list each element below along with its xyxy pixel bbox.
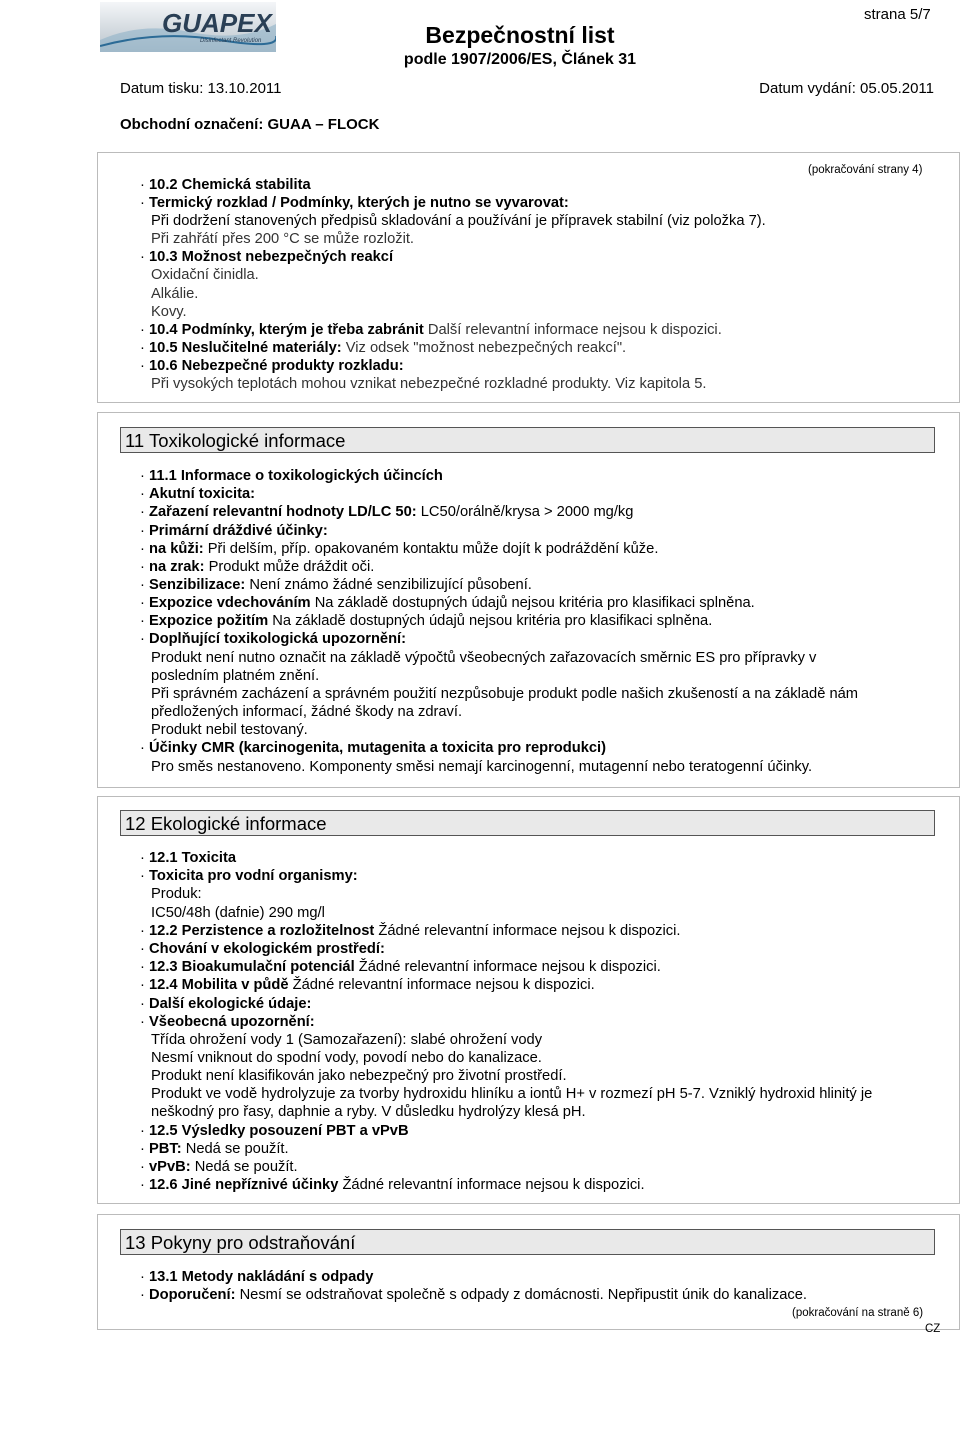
s11-cmr-text: Pro směs nestanoveno. Komponenty směsi nemají karcinogenní, mutagenní nebo teratogenní účinky. [151,759,813,775]
language-code: CZ [925,1323,941,1335]
s12-text5: neškodný pro řasy, daphnie a ryby. V důsledku hydrolýzy klesá pH. [151,1104,586,1120]
s10-3-item1: Oxidační činidla. [151,267,259,283]
s11-sensitization: · Senzibilizace: Není známo žádné senzibilizující působení. [140,577,532,593]
s11-irritant: · Primární dráždivé účinky: [140,523,328,539]
s12-ic50: IC50/48h (dafnie) 290 mg/l [151,905,325,921]
s11-text5: Produkt nebil testovaný. [151,722,308,738]
s11-text3: Při správném zacházení a správném použití nezpůsobuje produkt podle našich zkušeností a na základě nám [151,686,859,702]
s11-acute: · Akutní toxicita: [140,486,256,502]
s11-eyes: · na zrak: Produkt může dráždit oči. [140,559,375,575]
s12-3: · 12.3 Bioakumulační potenciál Žádné relevantní informace nejsou k dispozici. [140,959,661,975]
s10-2: · 10.2 Chemická stabilita [140,177,311,193]
s12-text1: Třída ohrožení vody 1 (Samozařazení): slabé ohrožení vody [151,1032,543,1048]
s12-text4: Produkt ve vodě hydrolyzuje za tvorby hydroxidu hliníku a iontů H+ v rozmezí pH 5-7. Vzniklý hydroxid hlinitý je [151,1086,873,1102]
s12-vpvb: · vPvB: Nedá se použít. [140,1159,298,1175]
s11-text1: Produkt není nutno označit na základě výpočtů všeobecných zařazovacích směrnic ES pro přípravky v [151,650,817,666]
s12-5: · 12.5 Výsledky posouzení PBT a vPvB [140,1123,409,1139]
logo-tagline: Disinfectant Revolution [200,38,262,44]
s11-text4: předložených informací, žádné škody na zdraví. [151,704,463,720]
logo-wordmark: GUAPEX [162,8,272,38]
s11-text2: posledním platném znění. [151,668,320,684]
section-13-heading: 13 Pokyny pro odstraňování [120,1229,935,1255]
document-subtitle: podle 1907/2006/ES, Článek 31 [403,51,637,68]
section-11-heading: 11 Toxikologické informace [120,427,935,453]
s11-ld50: · Zařazení relevantní hodnoty LD/LC 50: LC50/orálně/krysa > 2000 mg/kg [140,504,634,520]
trade-name: Obchodní označení: GUAA – FLOCK [120,116,380,133]
s12-6: · 12.6 Jiné nepříznivé účinky Žádné relevantní informace nejsou k dispozici. [140,1177,645,1193]
s11-skin: · na kůži: Při delším, příp. opakovaném kontaktu může dojít k podráždění kůže. [140,541,659,557]
print-date: Datum tisku: 13.10.2011 [120,80,282,97]
s10-2-text2: Při zahřátí přes 200 °C se může rozložit. [151,231,415,247]
continued-from: (pokračování strany 4) [808,164,923,176]
s12-text2: Nesmí vniknout do spodní vody, povodí nebo do kanalizace. [151,1050,542,1066]
s10-3-item2: Alkálie. [151,286,199,302]
s10-5: · 10.5 Neslučitelné materiály: Viz odsek "možnost nebezpečných reakcí". [140,340,627,356]
s11-inhalation: · Expozice vdechováním Na základě dostupných údajů nejsou kritéria pro klasifikaci splněna. [140,595,755,611]
s12-product: Produk: [151,886,202,902]
s12-aquatic: · Toxicita pro vodní organismy: [140,868,358,884]
s12-2: · 12.2 Perzistence a rozložitelnost Žádné relevantní informace nejsou k dispozici. [140,923,681,939]
s10-3: · 10.3 Možnost nebezpečných reakcí [140,249,394,265]
s11-additional: · Doplňující toxikologická upozornění: [140,631,407,647]
s12-general: · Všeobecná upozornění: [140,1014,315,1030]
issue-date: Datum vydání: 05.05.2011 [759,80,934,97]
s10-6-text: Při vysokých teplotách mohou vznikat nebezpečné rozkladné produkty. Viz kapitola 5. [151,376,707,392]
document-title: Bezpečnostní list [425,22,615,48]
s12-pbt: · PBT: Nedá se použít. [140,1141,289,1157]
s11-1: · 11.1 Informace o toxikologických účincích [140,468,443,484]
section-12-heading: 12 Ekologické informace [120,810,935,836]
page-number: strana 5/7 [864,6,931,23]
s12-1: · 12.1 Toxicita [140,850,237,866]
s10-3-item3: Kovy. [151,304,187,320]
continued-on: (pokračování na straně 6) [792,1307,924,1319]
s10-4: · 10.4 Podmínky, kterým je třeba zabránit Další relevantní informace nejsou k dispozici. [140,322,722,338]
s10-2-text1: Při dodržení stanovených předpisů skladování a používání je přípravek stabilní (viz položka 7). [151,213,766,229]
s12-text3: Produkt není klasifikován jako nebezpečný pro životní prostředí. [151,1068,567,1084]
s12-behavior: · Chování v ekologickém prostředí: [140,941,385,957]
s10-6: · 10.6 Nebezpečné produkty rozkladu: [140,358,404,374]
s13-recommendation: · Doporučení: Nesmí se odstraňovat společně s odpady z domácnosti. Nepřipustit únik do kanalizace. [140,1287,807,1303]
s12-other: · Další ekologické údaje: [140,996,312,1012]
s10-2-label: · Termický rozklad / Podmínky, kterých je nutno se vyvarovat: [140,195,569,211]
s12-4: · 12.4 Mobilita v půdě Žádné relevantní informace nejsou k dispozici. [140,977,595,993]
s11-cmr: · Účinky CMR (karcinogenita, mutagenita a toxicita pro reprodukci) [140,740,607,756]
s11-ingestion: · Expozice požitím Na základě dostupných údajů nejsou kritéria pro klasifikaci splněna. [140,613,713,629]
company-logo [100,2,276,52]
s13-1: · 13.1 Metody nakládání s odpady [140,1269,374,1285]
